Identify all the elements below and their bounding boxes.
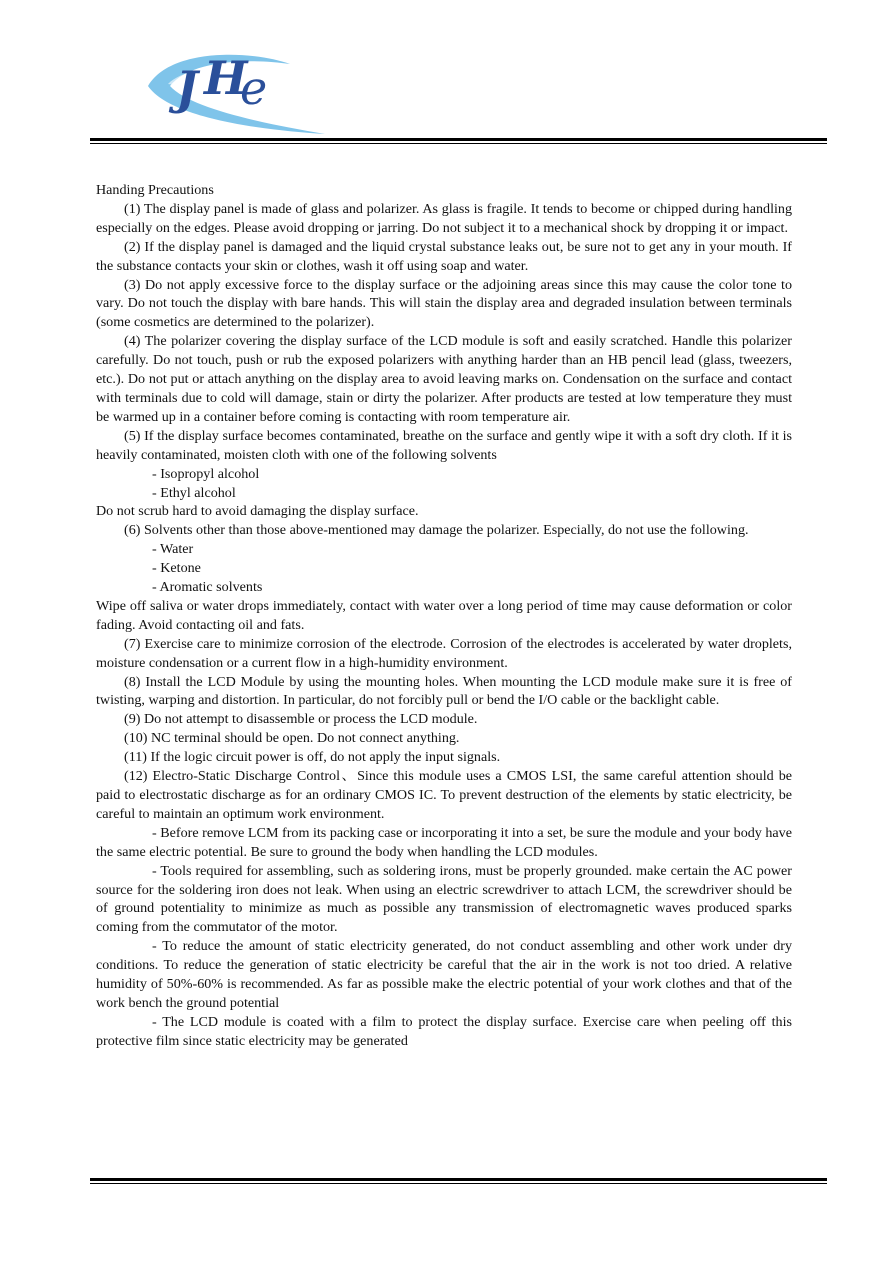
paragraph-2: (2) If the display panel is damaged and the liquid crystal substance leaks out, be sure not to get any in your mouth. If the substance contacts your skin or clothes, wash it off using soap and water.	[96, 238, 792, 274]
paragraph-4: (4) The polarizer covering the display surface of the LCD module is soft and easily scratched. Handle this polarizer carefully. Do not touch, push or rub the exposed polarizers with anything harder than an HB pencil lead (glass, tweezers, etc.). Do not put or attach anything on the display area to avoid leaving marks on. Condensation on the surface and contact with terminals due to cold will damage, stain or dirty the polarizer. After products are tested at low temperature they must be warmed up in a container before coming is contacting with room temperature air.	[96, 333, 792, 425]
list-item: - Isopropyl alcohol	[152, 465, 260, 482]
document-body	[96, 181, 792, 1051]
bullet-paragraph: - Tools required for assembling, such as soldering irons, must be properly grounded. make certain the AC power source for the soldering iron does not leak. When using an electric screwdriver to attach LCM, the screwdriver should be of ground potentiality to minimize as much as possible any transmission of electromagnetic waves produced sparks coming from the commutator of the motor.	[96, 862, 792, 936]
paragraph-8: (8) Install the LCD Module by using the mounting holes. When mounting the LCD module make sure it is free of twisting, warping and distortion. In particular, do not forcibly pull or bend the I/O cable or the backlight cable.	[96, 673, 792, 709]
paragraph-5-note: Do not scrub hard to avoid damaging the display surface.	[96, 503, 419, 520]
list-item: - Ethyl alcohol	[152, 484, 236, 501]
paragraph-1: (1) The display panel is made of glass and polarizer. As glass is fragile. It tends to become or chipped during handling especially on the edges. Please avoid dropping or jarring. Do not subject it to a mechanical shock by dropping it or impact.	[96, 200, 792, 236]
paragraph-3: (3) Do not apply excessive force to the display surface or the adjoining areas since this may cause the color tone to vary. Do not touch the display with bare hands. This will stain the display area and degraded insulation between terminals (some cosmetics are determined to the polarizer).	[96, 276, 792, 331]
svg-text:e: e	[240, 61, 268, 115]
footer-rule	[90, 1178, 827, 1184]
header-rule	[90, 138, 827, 144]
list-item: - Water	[152, 541, 194, 558]
svg-text:H: H	[204, 51, 248, 105]
section-title: Handing Precautions	[96, 182, 214, 198]
paragraph-12: (12) Electro-Static Discharge Control、Since this module uses a CMOS LSI, the same careful attention should be paid to electrostatic discharge as for an ordinary CMOS IC. To prevent destruction of the elements by static electricity, be careful to maintain an optimum work environment.	[96, 768, 792, 822]
paragraph-9: (9) Do not attempt to disassemble or process the LCD module.	[124, 711, 478, 728]
paragraph-7: (7) Exercise care to minimize corrosion of the electrode. Corrosion of the electrodes is accelerated by water droplets, moisture condensation or a current flow in a high-humidity environment.	[96, 635, 792, 671]
list-item: - Ketone	[152, 560, 201, 577]
paragraph-10: (10) NC terminal should be open. Do not connect anything.	[124, 730, 460, 747]
paragraph-6-note: Wipe off saliva or water drops immediately, contact with water over a long period of time may cause deformation or color fading. Avoid contacting oil and fats.	[96, 597, 792, 633]
bullet-paragraph: - To reduce the amount of static electricity generated, do not conduct assembling and other work under dry conditions. To reduce the generation of static electricity be careful that the air in the work is not too dried. A relative humidity of 50%-60% is recommended. As far as possible make the electric potential of your work clothes and that of the work bench the ground potential	[96, 938, 792, 1011]
company-logo	[140, 38, 340, 138]
list-item: - Aromatic solvents	[152, 579, 263, 596]
paragraph-6: (6) Solvents other than those above-mentioned may damage the polarizer. Especially, do not use the following.	[124, 522, 749, 539]
jhe-logo-icon	[140, 38, 340, 138]
bullet-paragraph: - Before remove LCM from its packing case or incorporating it into a set, be sure the module and your body have the same electric potential. Be sure to ground the body when handling the LCD modules.	[96, 824, 792, 860]
paragraph-5: (5) If the display surface becomes contaminated, breathe on the surface and gently wipe it with a soft dry cloth. If it is heavily contaminated, moisten cloth with one of the following solvents	[96, 427, 792, 463]
svg-text:J: J	[176, 61, 198, 115]
bullet-paragraph: - The LCD module is coated with a film to protect the display surface. Exercise care when peeling off this protective film since static electricity may be generated	[96, 1013, 792, 1049]
paragraph-11: (11) If the logic circuit power is off, do not apply the input signals.	[124, 749, 501, 766]
